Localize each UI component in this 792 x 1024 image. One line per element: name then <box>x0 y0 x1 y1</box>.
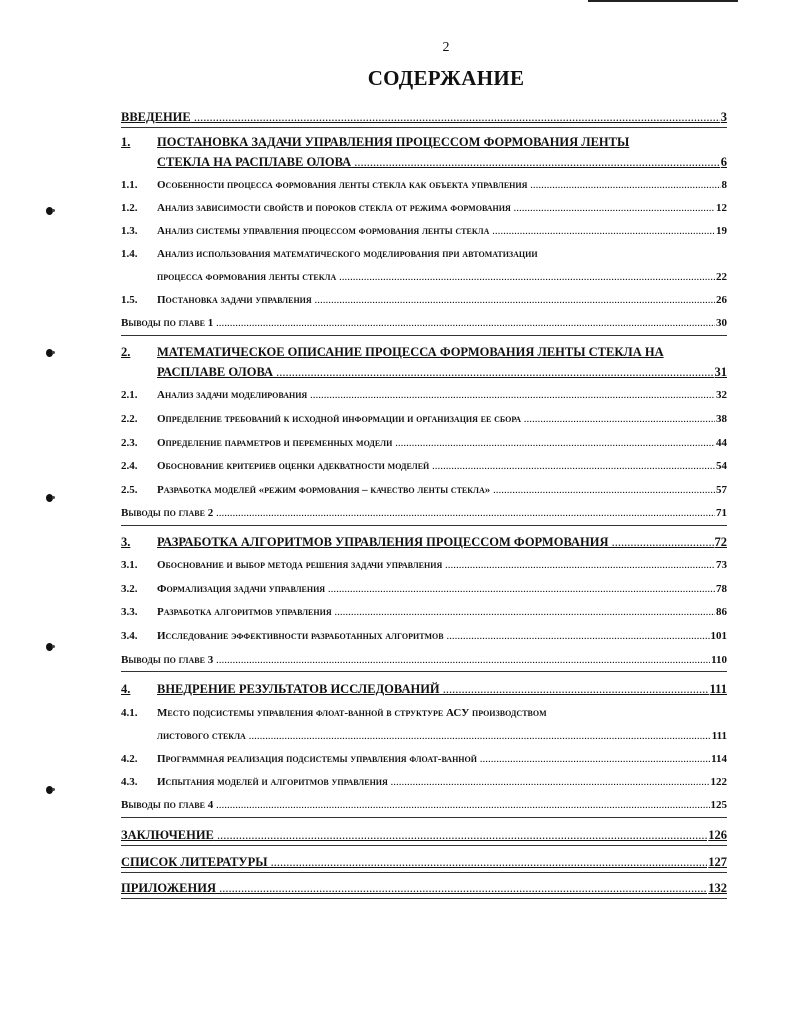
toc-entry-number: 4.3. <box>121 776 138 788</box>
toc-entry-1-4-cont[interactable] <box>157 271 727 283</box>
punch-hole-mark <box>46 643 53 651</box>
divider <box>121 671 727 672</box>
toc-entry-page: 26 <box>716 294 727 306</box>
toc-entry-page: 73 <box>716 559 727 571</box>
toc-entry-title: Формализация задачи управления ..... <box>157 583 715 595</box>
toc-entry-title: Разработка алгоритмов управления ..... <box>157 606 715 618</box>
toc-entry-number: 3. <box>121 535 131 549</box>
toc-entry-page: 30 <box>716 317 727 329</box>
toc-entry-1-4[interactable] <box>121 248 727 260</box>
toc-entry-page: 111 <box>709 682 727 696</box>
toc-entry-2-5[interactable] <box>121 484 727 496</box>
toc-entry-title: Определение параметров и переменных модели ..... <box>157 437 715 449</box>
toc-entry-4-1[interactable] <box>121 707 727 719</box>
toc-entry-4-1-cont[interactable] <box>157 730 727 742</box>
toc-entry-title: Постановка задачи управления ..... <box>157 294 715 306</box>
toc-entry-title: РАСПЛАВЕ ОЛОВА ..... <box>157 365 714 380</box>
toc-entry-4-3[interactable] <box>121 776 727 788</box>
toc-entry-title: ЗАКЛЮЧЕНИЕ ..... <box>121 828 707 843</box>
toc-conclusion-2[interactable] <box>121 507 727 519</box>
toc-entry-title: Выводы по главе 2 ..... <box>121 507 715 519</box>
toc-entry-title: процесса формования ленты стекла ..... <box>157 271 715 283</box>
toc-entry-number: 1.4. <box>121 248 138 260</box>
toc-chapter-2-heading-cont[interactable] <box>157 365 727 380</box>
toc-entry-title: ВВЕДЕНИЕ ..... <box>121 110 720 125</box>
toc-entry-title: Обоснование и выбор метода решения задачи управления ..... <box>157 559 715 571</box>
toc-entry-number: 1. <box>121 135 131 149</box>
punch-hole-mark <box>46 349 53 357</box>
toc-entry-title: Анализ задачи моделирования ..... <box>157 389 715 401</box>
toc-chapter-1-heading[interactable] <box>121 135 727 150</box>
toc-entry-page: 57 <box>716 484 727 496</box>
toc-entry-page: 72 <box>714 535 727 549</box>
toc-entry-title: ПРИЛОЖЕНИЯ ..... <box>121 881 707 896</box>
toc-entry-number: 2.4. <box>121 460 138 472</box>
toc-chapter-2-heading[interactable] <box>121 345 727 360</box>
toc-entry-page: 31 <box>714 365 727 379</box>
toc-entry-3-1[interactable] <box>121 559 727 571</box>
toc-entry-2-2[interactable] <box>121 413 727 425</box>
toc-chapter-3-heading[interactable] <box>121 535 727 550</box>
toc-entry-title: Анализ зависимости свойств и пороков стекла от режима формования ..... <box>157 202 715 214</box>
toc-entry-number: 1.3. <box>121 225 138 237</box>
divider <box>121 898 727 899</box>
toc-entry-title: Особенности процесса формования ленты стекла как объекта управления ..... <box>157 179 721 191</box>
toc-entry-page: 78 <box>716 583 727 595</box>
punch-hole-mark <box>46 207 53 215</box>
divider <box>121 127 727 128</box>
toc-entry-number: 3.1. <box>121 559 138 571</box>
toc-entry-2-3[interactable] <box>121 437 727 449</box>
page-title: СОДЕРЖАНИЕ <box>367 66 525 90</box>
toc-entry-1-3[interactable] <box>121 225 727 237</box>
toc-entry-title: Выводы по главе 4 ..... <box>121 799 710 811</box>
page-number: 2 <box>442 40 450 55</box>
toc-entry-page: 54 <box>716 460 727 472</box>
toc-entry-1-1[interactable] <box>121 179 727 191</box>
toc-entry-title: Анализ использования математического моделирования при автоматизации <box>157 248 538 260</box>
toc-entry-page: 22 <box>716 271 727 283</box>
toc-entry-page: 122 <box>710 776 727 788</box>
divider <box>121 525 727 526</box>
toc-entry-title: СПИСОК ЛИТЕРАТУРЫ ..... <box>121 855 707 870</box>
toc-entry-2-1[interactable] <box>121 389 727 401</box>
divider <box>121 845 727 846</box>
toc-entry-4-2[interactable] <box>121 753 727 765</box>
toc-entry-page: 71 <box>716 507 727 519</box>
toc-entry-title: Программная реализация подсистемы управления флоат-ванной ..... <box>157 753 710 765</box>
toc-entry-page: 110 <box>711 654 727 666</box>
punch-hole-mark <box>46 494 53 502</box>
toc-entry-title: СТЕКЛА НА РАСПЛАВЕ ОЛОВА ..... <box>157 155 720 170</box>
toc-entry-page: 44 <box>716 437 727 449</box>
toc-entry-3-4[interactable] <box>121 630 727 642</box>
toc-entry-2-4[interactable] <box>121 460 727 472</box>
toc-entry-number: 1.2. <box>121 202 138 214</box>
toc-entry-title: Определение требований к исходной информации и организация ее сбора ..... <box>157 413 715 425</box>
toc-entry-title: Место подсистемы управления флоат-ванной в структуре АСУ производством <box>157 707 547 719</box>
toc-entry-1-2[interactable] <box>121 202 727 214</box>
toc-entry-page: 6 <box>720 155 727 169</box>
toc-entry-number: 1.1. <box>121 179 138 191</box>
toc-entry-references[interactable] <box>121 855 727 870</box>
divider <box>121 335 727 336</box>
toc-chapter-4-heading[interactable] <box>121 682 727 697</box>
top-edge-line <box>588 0 738 2</box>
toc-entry-page: 132 <box>708 881 727 895</box>
toc-entry-number: 1.5. <box>121 294 138 306</box>
toc-chapter-1-heading-cont[interactable] <box>157 155 727 170</box>
toc-entry-number: 3.3. <box>121 606 138 618</box>
toc-conclusion-1[interactable] <box>121 317 727 329</box>
toc-entry-page: 127 <box>708 855 727 869</box>
toc-entry-title: листового стекла ..... <box>157 730 711 742</box>
punch-hole-mark <box>46 786 53 794</box>
toc-entry-number: 4. <box>121 682 131 696</box>
toc-entry-title: Разработка моделей «режим формования – качество ленты стекла» ..... <box>157 484 715 496</box>
toc-conclusion-4[interactable] <box>121 799 727 811</box>
toc-entry-title: ВНЕДРЕНИЕ РЕЗУЛЬТАТОВ ИССЛЕДОВАНИЙ ..... <box>157 682 709 697</box>
divider <box>121 872 727 873</box>
toc-entry-page: 38 <box>716 413 727 425</box>
toc-entry-title: Выводы по главе 1 ..... <box>121 317 715 329</box>
toc-entry-intro[interactable] <box>121 110 727 125</box>
toc-entry-page: 101 <box>710 630 727 642</box>
toc-entry-title: Испытания моделей и алгоритмов управления ..... <box>157 776 710 788</box>
toc-entry-page: 12 <box>716 202 727 214</box>
toc-entry-appendices[interactable] <box>121 881 727 896</box>
toc-entry-page: 19 <box>716 225 727 237</box>
toc-entry-number: 2.2. <box>121 413 138 425</box>
toc-entry-title: Выводы по главе 3 ..... <box>121 654 710 666</box>
toc-entry-title: Обоснование критериев оценки адекватности моделей ..... <box>157 460 715 472</box>
toc-entry-number: 4.1. <box>121 707 138 719</box>
toc-entry-title: Анализ системы управления процессом формования ленты стекла ..... <box>157 225 715 237</box>
toc-entry-page: 111 <box>711 730 727 742</box>
toc-entry-page: 86 <box>716 606 727 618</box>
toc-entry-number: 3.2. <box>121 583 138 595</box>
toc-entry-page: 32 <box>716 389 727 401</box>
toc-entry-page: 114 <box>711 753 727 765</box>
toc-entry-number: 3.4. <box>121 630 138 642</box>
toc-entry-3-3[interactable] <box>121 606 727 618</box>
toc-entry-number: 2.5. <box>121 484 138 496</box>
toc-entry-number: 4.2. <box>121 753 138 765</box>
toc-entry-number: 2. <box>121 345 131 359</box>
toc-entry-page: 126 <box>708 828 727 842</box>
toc-entry-conclusion[interactable] <box>121 828 727 843</box>
toc-entry-number: 2.1. <box>121 389 138 401</box>
toc-entry-title: Исследование эффективности разработанных алгоритмов ..... <box>157 630 710 642</box>
toc-entry-title: РАЗРАБОТКА АЛГОРИТМОВ УПРАВЛЕНИЯ ПРОЦЕССОМ ФОРМОВАНИЯ ..... <box>157 535 714 550</box>
toc-entry-page: 3 <box>720 110 727 124</box>
toc-entry-title: ПОСТАНОВКА ЗАДАЧИ УПРАВЛЕНИЯ ПРОЦЕССОМ ФОРМОВАНИЯ ЛЕНТЫ <box>157 135 630 149</box>
toc-conclusion-3[interactable] <box>121 654 727 666</box>
toc-entry-number: 2.3. <box>121 437 138 449</box>
toc-entry-1-5[interactable] <box>121 294 727 306</box>
toc-entry-page: 8 <box>721 179 727 191</box>
toc-entry-page: 125 <box>710 799 727 811</box>
divider <box>121 817 727 818</box>
toc-entry-title: МАТЕМАТИЧЕСКОЕ ОПИСАНИЕ ПРОЦЕССА ФОРМОВАНИЯ ЛЕНТЫ СТЕКЛА НА <box>157 345 664 359</box>
toc-entry-3-2[interactable] <box>121 583 727 595</box>
